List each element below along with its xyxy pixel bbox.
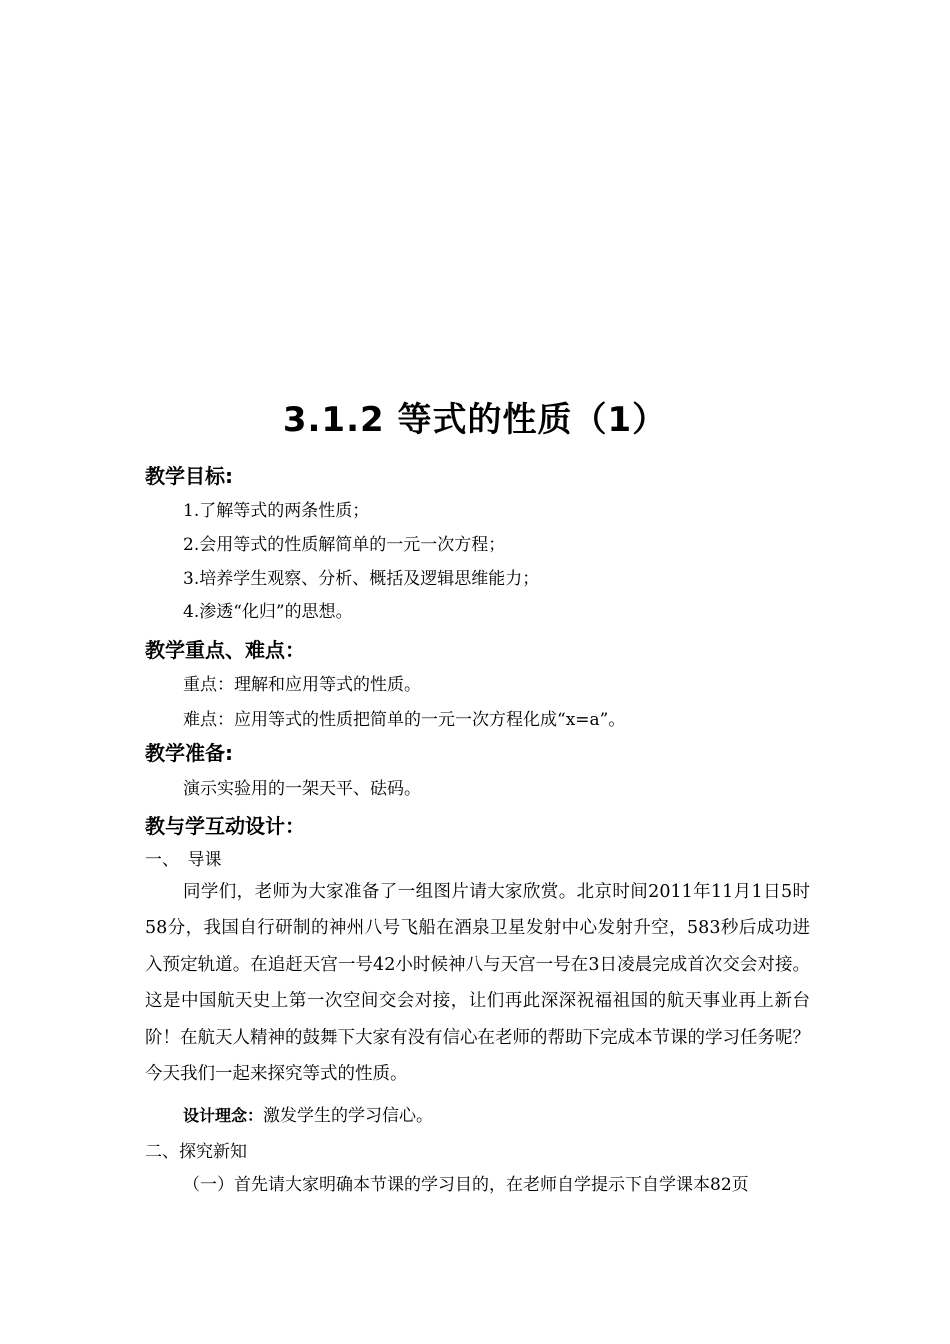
design-concept-label: 设计理念： (183, 1106, 264, 1125)
design-heading: 教与学互动设计： (145, 814, 305, 838)
key-point-focus: 重点：理解和应用等式的性质。 (183, 675, 421, 695)
objective-item: 1.了解等式的两条性质； (183, 501, 370, 521)
objectives-heading: 教学目标: (145, 464, 233, 488)
section-1-paragraph: 同学们，老师为大家准备了一组图片请大家欣赏。北京时间2011年11月1日5时58分，我国自行研制的神州八号飞船在酒泉卫星发射中心发射升空，583秒后成功进入预定轨道。在追赶天宫一号42小时候神八与天宫一号在3日凌晨完成首次交会对接。这是中国航天史上第一次空间交会对接，让们再此深深祝福祖国的航天事业再上新台阶！在航天人精神的鼓舞下大家有没有信心在老师的帮助下完成本节课的学习任务呢？今天我们一起来探究等式的性质。 (145, 882, 810, 1085)
objective-item: 4.渗透“化归”的思想。 (183, 602, 353, 622)
design-concept-text: 激发学生的学习信心。 (263, 1106, 434, 1126)
key-point-difficulty: 难点：应用等式的性质把简单的一元一次方程化成“x=a”。 (183, 710, 626, 730)
section-2-first-line: （一）首先请大家明确本节课的学习目的，在老师自学提示下自学课本82页 (183, 1175, 749, 1195)
preparation-heading: 教学准备: (145, 741, 233, 765)
page-title: 3.1.2 等式的性质（1） (282, 400, 668, 440)
key-points-heading: 教学重点、难点： (145, 638, 305, 662)
objective-item: 2.会用等式的性质解简单的一元一次方程； (183, 535, 506, 555)
design-concept-line (183, 1103, 433, 1129)
section-2-label: 二、探究新知 (145, 1142, 247, 1162)
section-1-label: 一、 导课 (145, 850, 222, 870)
preparation-text: 演示实验用的一架天平、砝码。 (183, 779, 421, 799)
objective-item: 3.培养学生观察、分析、概括及逻辑思维能力； (183, 569, 540, 589)
